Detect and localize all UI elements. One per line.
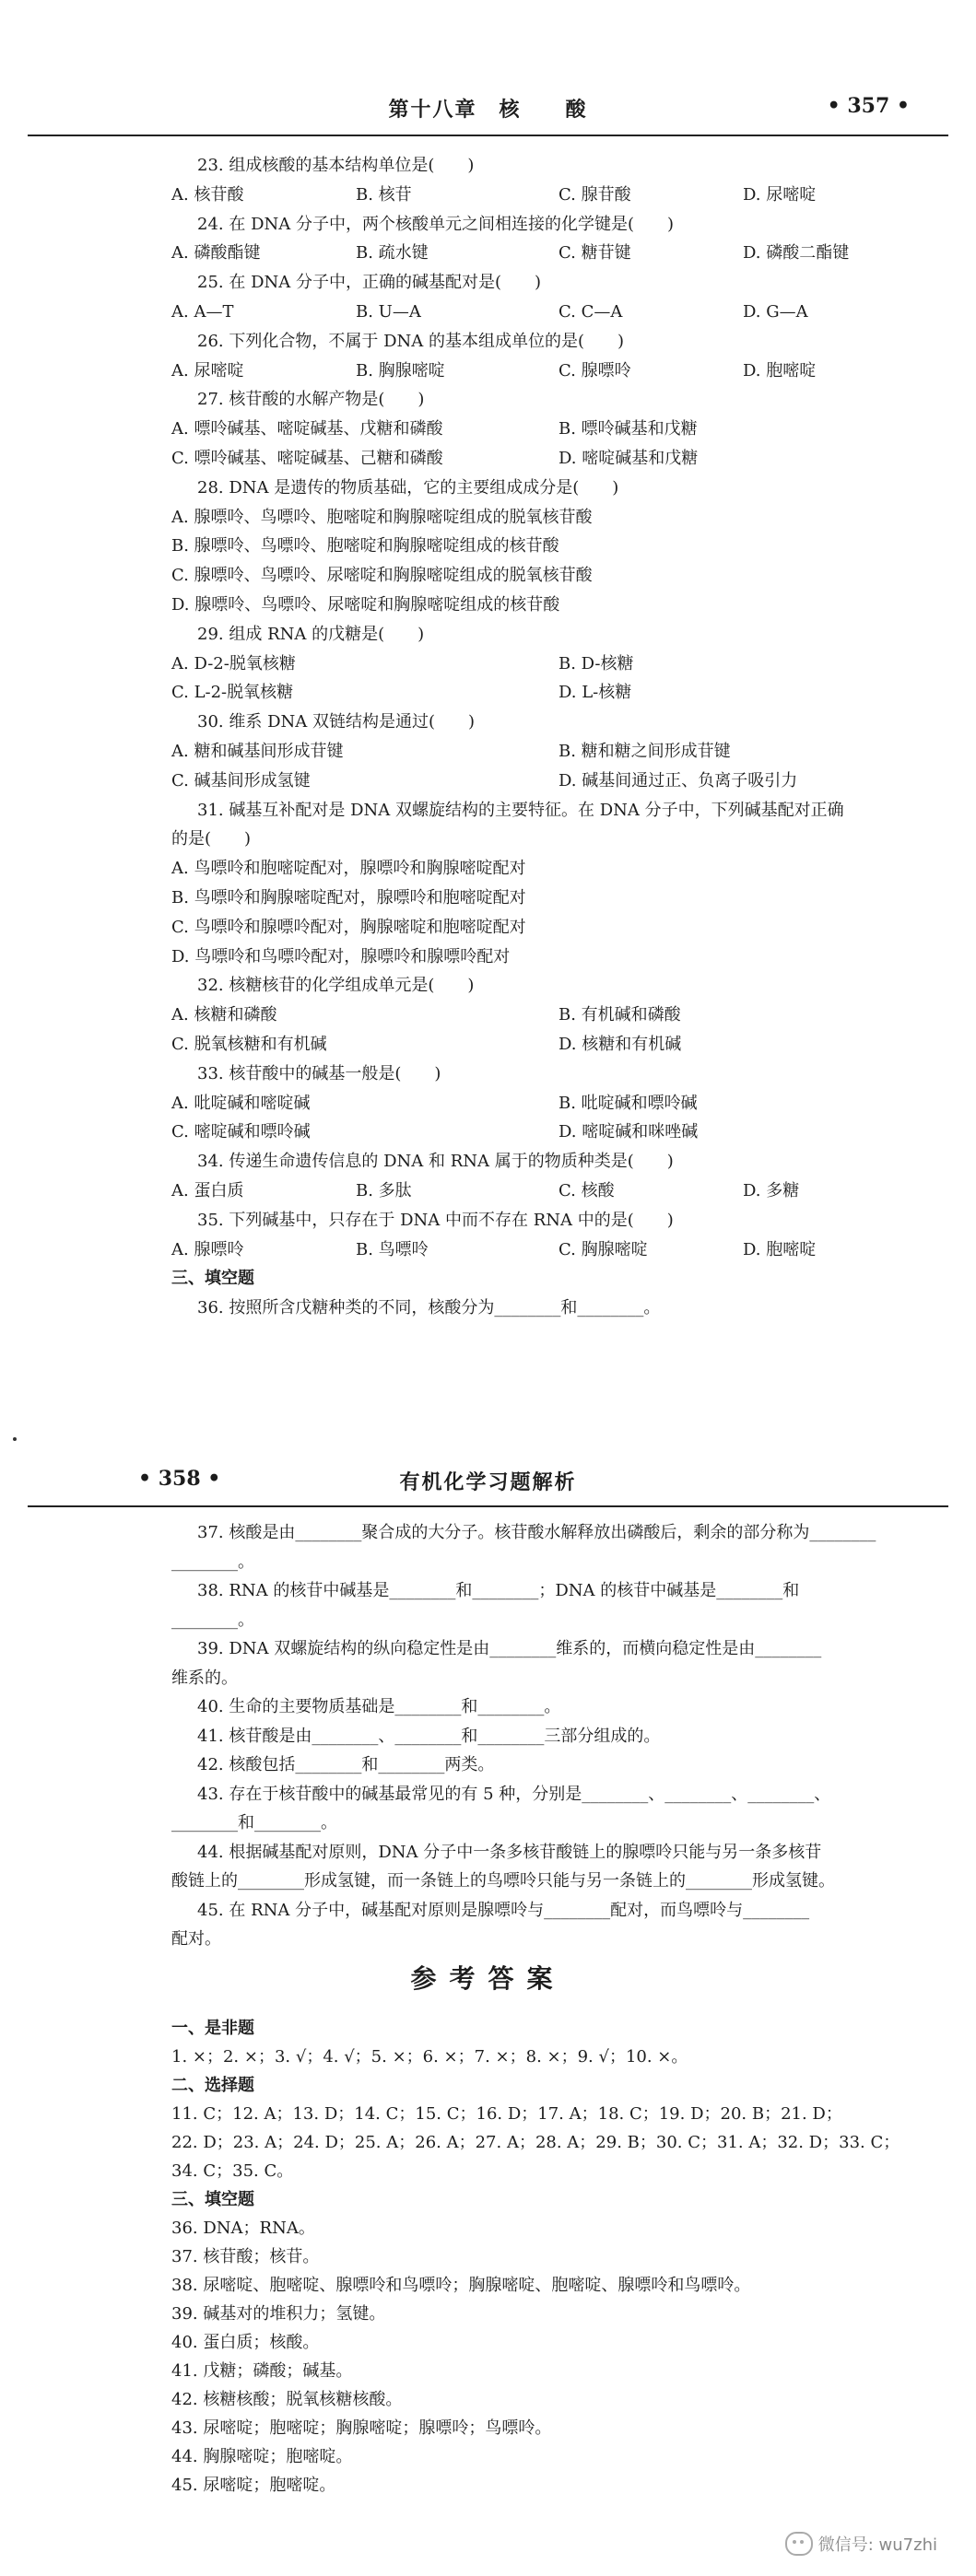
option-item: C. 核酸 (559, 1181, 615, 1200)
question-stem: 30. 维系 DNA 双链结构是通过( ) (197, 712, 476, 732)
question-stem: 36. 按照所含戊糖种类的不同，核酸分为________和________。 (197, 1298, 661, 1318)
text-line: 配对。 (171, 1929, 221, 1949)
text-line: 1. ×；2. ×；3. √；4. √；5. ×；6. ×；7. ×；8. ×；9. √；10. ×。 (171, 2047, 688, 2067)
option-item: C. C—A (559, 302, 623, 322)
page-358 (0, 1437, 976, 2576)
page-number: • 358 • (138, 1467, 221, 1491)
header-rule (28, 135, 948, 136)
option-item: C. 腺苷酸 (559, 184, 631, 205)
option-item: D. G—A (743, 302, 808, 322)
option-item: B. 吡啶碱和嘌呤碱 (559, 1093, 698, 1113)
option-item: B. 鸟嘌呤 (356, 1239, 429, 1259)
option-item: B. D-核糖 (559, 653, 634, 673)
text-line: 40. 蛋白质；核酸。 (171, 2333, 320, 2352)
question-stem: 39. DNA 双螺旋结构的纵向稳定性是由________维系的，而横向稳定性是由________ (197, 1639, 822, 1658)
option-item: A. A—T (171, 302, 234, 322)
option-item: B. 有机碱和磷酸 (559, 1005, 681, 1025)
section-heading: 三、填空题 (171, 2190, 254, 2209)
question-stem: 41. 核苷酸是由________、________和________三部分组成的。 (197, 1726, 661, 1746)
text-line: 酸链上的________形成氢键，而一条链上的鸟嘌呤只能与另一条链上的________形成氢键。 (171, 1871, 835, 1891)
option-item: D. 核糖和有机碱 (559, 1035, 682, 1054)
option-item: C. L-2-脱氧核糖 (171, 683, 294, 703)
question-stem: 32. 核糖核苷的化学组成单元是( ) (197, 976, 475, 996)
question-stem: 29. 组成 RNA 的戊糖是( ) (197, 624, 425, 644)
section-heading: 三、填空题 (171, 1269, 254, 1289)
option-item: D. L-核糖 (559, 683, 632, 703)
option-item: D. 鸟嘌呤和鸟嘌呤配对，腺嘌呤和腺嘌呤配对 (171, 946, 511, 966)
option-item: A. 磷酸酯键 (171, 243, 261, 263)
option-item: B. 多肽 (356, 1181, 412, 1200)
option-item: B. 腺嘌呤、鸟嘌呤、胞嘧啶和胸腺嘧啶组成的核苷酸 (171, 536, 559, 556)
question-stem: 25. 在 DNA 分子中，正确的碱基配对是( ) (197, 273, 542, 293)
text-line: 43. 尿嘧啶；胞嘧啶；胸腺嘧啶；腺嘌呤；鸟嘌呤。 (171, 2418, 552, 2438)
option-item: A. 尿嘧啶 (171, 360, 244, 381)
option-item: B. 疏水键 (356, 243, 429, 263)
section-heading: 二、选择题 (171, 2076, 254, 2095)
answers-title: 参考答案 (410, 1963, 566, 1994)
question-stem: 43. 存在于核苷酸中的碱基最常见的有 5 种，分别是________、________、________、 (197, 1784, 831, 1804)
chapter-title: 第十八章 核 酸 (388, 98, 588, 122)
option-item: A. D-2-脱氧核糖 (171, 653, 296, 673)
option-item: D. 胞嘧啶 (743, 1239, 817, 1259)
watermark-text: 微信号: wu7zhi (817, 2535, 937, 2555)
option-item: C. 嘌呤碱基、嘧啶碱基、己糖和磷酸 (171, 449, 443, 468)
option-item: A. 蛋白质 (171, 1181, 244, 1200)
question-stem: 45. 在 RNA 分子中，碱基配对原则是腺嘌呤与________配对，而鸟嘌呤与________ (197, 1900, 810, 1920)
text-line: 11. C；12. A；13. D；14. C；15. C；16. D；17. A；18. C；19. D；20. B；21. D； (171, 2104, 842, 2124)
option-item: A. 核糖和磷酸 (171, 1005, 277, 1025)
section-heading: 一、是非题 (171, 2019, 254, 2038)
option-item: D. 碱基间通过正、负离子吸引力 (559, 770, 798, 790)
text-line: 37. 核苷酸；核苷。 (171, 2247, 320, 2266)
text-line: 34. C；35. C。 (171, 2161, 294, 2181)
text-line: 36. DNA；RNA。 (171, 2219, 315, 2238)
question-stem: 23. 组成核酸的基本结构单位是( ) (197, 156, 475, 175)
option-item: D. 胞嘧啶 (743, 360, 817, 381)
question-stem: 40. 生命的主要物质基础是________和________。 (197, 1697, 561, 1716)
book-title: 有机化学习题解析 (399, 1470, 577, 1494)
text-line: 维系的。 (171, 1668, 238, 1688)
wechat-icon (785, 2532, 813, 2556)
option-item: B. 嘌呤碱基和戊糖 (559, 419, 698, 439)
option-item: C. 嘧啶碱和嘌呤碱 (171, 1122, 311, 1142)
option-item: A. 糖和碱基间形成苷键 (171, 742, 344, 761)
option-item: B. 核苷 (356, 184, 412, 205)
option-item: D. 多糖 (743, 1181, 800, 1200)
page-header (0, 88, 976, 125)
text-line: 42. 核糖核酸；脱氧核糖核酸。 (171, 2390, 403, 2409)
text-line: ________和________。 (171, 1813, 337, 1832)
option-item: B. 糖和糖之间形成苷键 (559, 742, 731, 761)
option-item: C. 糖苷键 (559, 243, 631, 263)
header-rule (28, 1505, 948, 1507)
option-item: A. 腺嘌呤、鸟嘌呤、胞嘧啶和胸腺嘧啶组成的脱氧核苷酸 (171, 507, 593, 527)
question-stem: 33. 核苷酸中的碱基一般是( ) (197, 1063, 441, 1083)
text-line: 22. D；23. A；24. D；25. A；26. A；27. A；28. A；29. B；30. C；31. A；32. D；33. C； (171, 2133, 900, 2152)
option-item: D. 腺嘌呤、鸟嘌呤、尿嘧啶和胸腺嘧啶组成的核苷酸 (171, 595, 560, 615)
option-item: A. 嘌呤碱基、嘧啶碱基、戊糖和磷酸 (171, 419, 443, 439)
option-item: A. 腺嘌呤 (171, 1239, 244, 1259)
option-item: B. 鸟嘌呤和胸腺嘧啶配对，腺嘌呤和胞嘧啶配对 (171, 888, 526, 907)
watermark (785, 2532, 937, 2556)
question-stem: 24. 在 DNA 分子中，两个核酸单元之间相连接的化学键是( ) (197, 214, 675, 234)
option-item: A. 吡啶碱和嘧啶碱 (171, 1093, 311, 1113)
page-number: • 357 • (827, 94, 910, 118)
question-stem: 26. 下列化合物，不属于 DNA 的基本组成单位的是( ) (197, 331, 625, 351)
option-item: D. 嘧啶碱和咪唑碱 (559, 1122, 699, 1142)
text-line: 38. 尿嘧啶、胞嘧啶、腺嘌呤和鸟嘌呤；胸腺嘧啶、胞嘧啶、腺嘌呤和鸟嘌呤。 (171, 2276, 751, 2295)
text-line: 的是( ) (171, 829, 252, 849)
scan-speck (13, 1437, 17, 1441)
question-stem: 44. 根据碱基配对原则，DNA 分子中一条多核苷酸链上的腺嘌呤只能与另一条多核苷 (197, 1842, 822, 1862)
option-item: D. 磷酸二酯键 (743, 243, 850, 263)
text-line: 45. 尿嘧啶；胞嘧啶。 (171, 2476, 336, 2495)
text-line: ________。 (171, 1610, 254, 1630)
text-line: 39. 碱基对的堆积力；氢键。 (171, 2304, 386, 2324)
option-item: C. 鸟嘌呤和腺嘌呤配对，胸腺嘧啶和胞嘧啶配对 (171, 917, 526, 937)
option-item: A. 核苷酸 (171, 184, 244, 205)
option-item: C. 腺嘌呤、鸟嘌呤、尿嘧啶和胸腺嘧啶组成的脱氧核苷酸 (171, 566, 593, 586)
question-stem: 34. 传递生命遗传信息的 DNA 和 RNA 属于的物质种类是( ) (197, 1152, 674, 1172)
option-item: B. 胸腺嘧啶 (356, 360, 445, 381)
text-line: ________。 (171, 1551, 254, 1572)
option-item: C. 脱氧核糖和有机碱 (171, 1035, 327, 1054)
option-item: C. 碱基间形成氢键 (171, 770, 311, 790)
page-header (0, 1461, 976, 1498)
option-item: D. 嘧啶碱基和戊糖 (559, 449, 699, 468)
text-line: 44. 胸腺嘧啶；胞嘧啶。 (171, 2447, 353, 2466)
question-stem: 35. 下列碱基中，只存在于 DNA 中而不存在 RNA 中的是( ) (197, 1210, 674, 1230)
option-item: C. 胸腺嘧啶 (559, 1239, 648, 1259)
question-stem: 27. 核苷酸的水解产物是( ) (197, 390, 425, 410)
question-stem: 37. 核酸是由________聚合成的大分子。核苷酸水解释放出磷酸后，剩余的部分称为________ (197, 1523, 876, 1542)
question-stem: 28. DNA 是遗传的物质基础，它的主要组成成分是( ) (197, 477, 619, 498)
option-item: C. 腺嘌呤 (559, 360, 631, 381)
question-stem: 42. 核酸包括________和________两类。 (197, 1755, 495, 1774)
text-line: 41. 戊糖；磷酸；碱基。 (171, 2361, 353, 2381)
question-stem: 38. RNA 的核苷中碱基是________和________；DNA 的核苷中碱基是________和 (197, 1581, 800, 1600)
question-stem: 31. 碱基互补配对是 DNA 双螺旋结构的主要特征。在 DNA 分子中，下列碱基配对正确 (197, 800, 844, 820)
option-item: D. 尿嘧啶 (743, 184, 817, 205)
option-item: B. U—A (356, 302, 421, 322)
option-item: A. 鸟嘌呤和胞嘧啶配对，腺嘌呤和胸腺嘧啶配对 (171, 859, 526, 879)
